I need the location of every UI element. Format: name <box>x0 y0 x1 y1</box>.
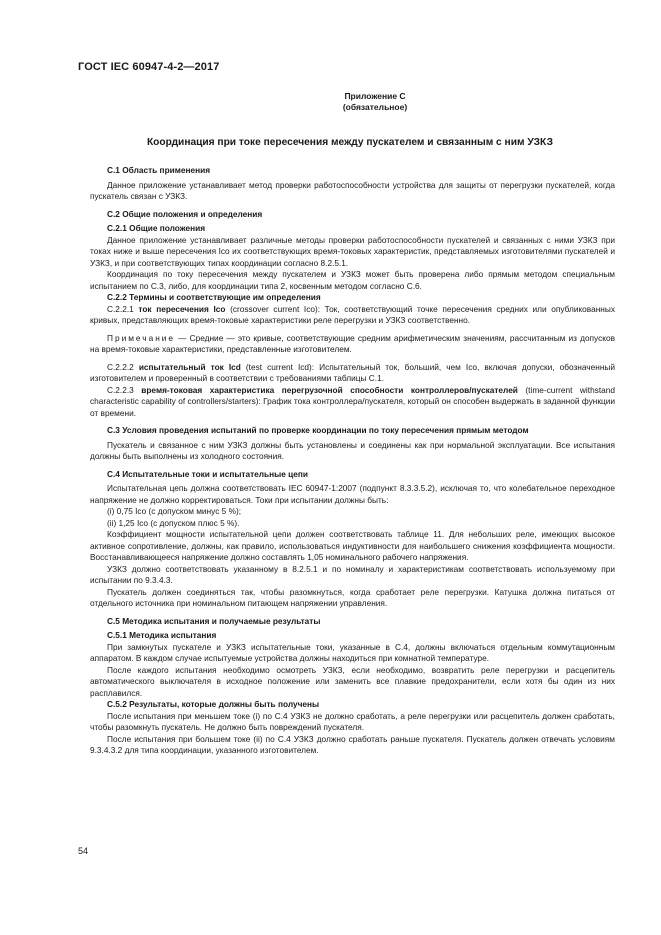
definition <box>90 362 615 385</box>
note-label: Примечание <box>107 332 176 343</box>
paragraph: Пускатель должен соединяться так, чтобы разомкнуться, когда сработает реле перегрузки. Катушка должна питаться от отдельного источника при номинальном питающем напряжении управления. <box>90 586 615 608</box>
note <box>90 333 615 356</box>
definition-text: (crossover current Ico): Ток, соответствующий точке пересечения средних или опубликованных кривых, представляющих время-токовые характеристики реле перегрузки и УЗКЗ соответственно. <box>90 303 616 325</box>
paragraph: УЗКЗ должно соответствовать указанному в 8.2.5.1 и по номиналу и характеристикам соответствовать используемому при испытании по 9.3.4.3. <box>90 563 615 585</box>
paragraph: Испытательная цепь должна соответствовать IEC 60947-1:2007 (подпункт 8.3.3.5.2), исключая то, что колебательное переходное напряжение не должно корректироваться. Токи при испытании должны быть: <box>90 483 615 505</box>
section-heading: С.2 Общие положения и определения <box>107 208 263 219</box>
subsection-heading: С.5.1 Методика испытания <box>107 630 217 640</box>
annex-title: Приложение С <box>344 91 406 101</box>
page-number: 54 <box>78 846 89 856</box>
paragraph: Координация по току пересечения между пускателем и УЗКЗ может быть проверена либо прямым методом специальным испытанием по С.3, либо, для координации типа 2, косвенным методом согласно С.6. <box>90 269 615 291</box>
subsection-heading: С.2.1 Общие положения <box>107 223 206 233</box>
definition-term: время-токовая характеристика перегрузочной способности контроллеров/пускателей <box>141 384 518 395</box>
paragraph: Данное приложение устанавливает метод проверки работоспособности устройства для защиты от перегрузки пускателей, когда пускатель связан с УЗКЗ. <box>90 179 615 201</box>
paragraph: После испытания при большем токе (ii) по С.4 УЗКЗ должно сработать раньше пускателя. Пускатель должен отвечать условиям 9.3.4.3.2 для типа координации, указанного изготовителем. <box>90 733 615 755</box>
paragraph: Данное приложение устанавливает различные методы проверки работоспособности пускателей и связанных с ними УЗКЗ при токах ниже и выше пересечения Ico их соответствующих время-токовых характеристик, представляемых изготовителями пускателей и УЗКЗ, и при соответствующих типах координации согласно 8.2.5.1. <box>90 234 615 268</box>
document-header: ГОСТ IEC 60947-4-2—2017 <box>78 61 220 73</box>
definition-number: С.2.2.3 <box>107 384 134 395</box>
section-heading: С.4 Испытательные токи и испытательные цепи <box>107 468 309 479</box>
subsection-heading: С.5.2 Результаты, которые должны быть получены <box>107 699 320 709</box>
list-item: (ii) 1,25 Ico (с допуском плюс 5 %). <box>107 517 240 528</box>
list-item: (i) 0,75 Ico (с допуском минус 5 %); <box>107 506 242 516</box>
definition-term: испытательный ток Icd <box>138 361 241 372</box>
subsection-heading: С.2.2 Термины и соответствующие им определения <box>107 292 321 302</box>
paragraph: Пускатель и связанное с ним УЗКЗ должны быть установлены и соединены как при нормальной эксплуатации. Все испытания должны быть выполнены из холодного состояния. <box>90 439 615 461</box>
annex-heading <box>300 91 450 113</box>
section-heading: С.5 Методика испытания и получаемые результаты <box>107 615 321 626</box>
definition <box>90 304 615 327</box>
definition-number: С.2.2.1 <box>107 303 134 314</box>
note-text: — Средние — это кривые, соответствующие средним арифметическим значениям, рассчитанным из допусков на время-токовые характеристики, представленные изготовителем. <box>90 332 615 354</box>
definition-text: (time-current withstand characteristic capability of controllers/starters): График тока контроллера/пускателя, который он способен выдержать в заданной функции от времени. <box>90 384 615 418</box>
section-heading: С.3 Условия проведения испытаний по проверке координации по току пересечения прямым методом <box>107 425 529 435</box>
definition-number: С.2.2.2 <box>107 361 134 372</box>
section-heading: С.1 Область применения <box>107 165 211 175</box>
paragraph: Коэффициент мощности испытательной цепи должен соответствовать таблице 11. Для небольших реле, имеющих высокое активное сопротивление, должны, как правило, использоваться индуктивности для наибольшего снижения коэффициента мощности. Восстанавливающееся напряжение должно составлять 1,05 номинального рабочего напряжения. <box>90 529 615 562</box>
annex-status: (обязательное) <box>342 102 408 112</box>
paragraph: После каждого испытания необходимо осмотреть УЗКЗ, если необходимо, возвратить реле перегрузки и расцепитель автоматического выключателя в исходное положение или заменить все плавкие предохранители, если хотя бы один из них расплавился. <box>90 664 615 698</box>
annex-main-title: Координация при токе пересечения между пускателем и связанным с ним УЗКЗ <box>146 137 554 148</box>
paragraph: При замкнутых пускателе и УЗКЗ испытательные токи, указанные в С.4, должны включаться отдельным коммутационным аппаратом. В каждом случае испытуемые устройства должны находиться при комнатной температуре. <box>90 641 615 663</box>
definition <box>90 385 615 420</box>
paragraph: После испытания при меньшем токе (i) по С.4 УЗКЗ не должно сработать, а реле перегрузки или расцепитель должен сработать, чтобы разомкнуть пускатель. Не должно быть повреждений пускателя. <box>90 710 615 732</box>
definition-term: ток пересечения Ico <box>138 303 226 314</box>
document-body <box>90 165 615 757</box>
definition-text: (test current Icd): Испытательный ток, больший, чем Ico, включая допуски, обозначенный изготовителем и проверенный в соответствии с требованиями таблицы С.1. <box>90 361 615 383</box>
